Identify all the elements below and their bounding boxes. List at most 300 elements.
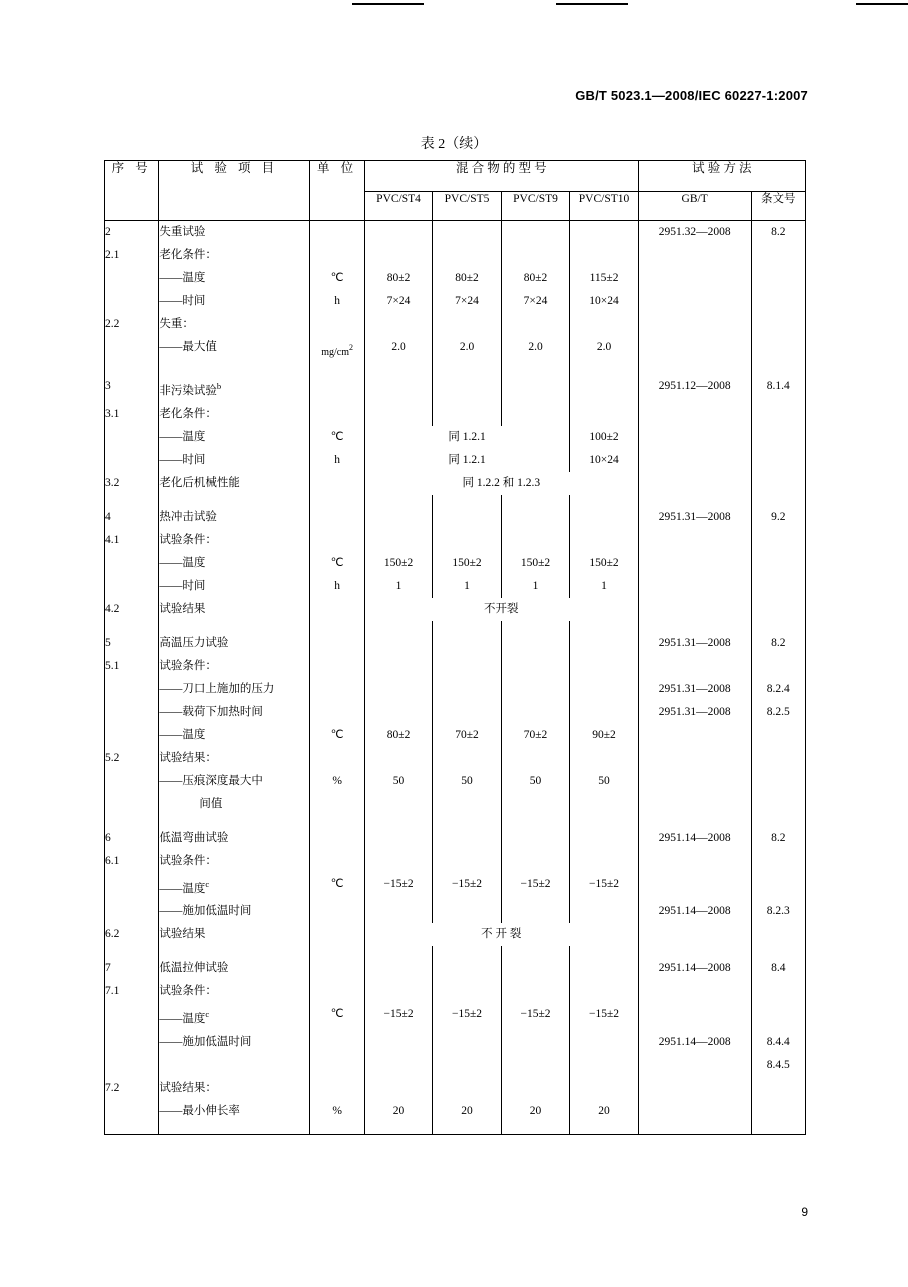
header-compound-4: PVC/ST10: [570, 192, 638, 221]
header-group-method: 试 验 方 法: [638, 161, 805, 192]
cell-test-item: ——施加低温时间: [159, 1031, 310, 1054]
cell-method-clause: [751, 426, 805, 449]
cell-value-2: [433, 980, 501, 1003]
cell-row-number: 6.2: [105, 923, 159, 946]
cell-value-2: 2.0: [433, 336, 501, 364]
spacer-cell: [105, 621, 159, 632]
cell-value-2: 80±2: [433, 267, 501, 290]
cell-value-4: [570, 850, 638, 873]
cell-test-item: ——载荷下加热时间: [159, 701, 310, 724]
cell-unit: [310, 923, 364, 946]
cell-value-2: 20: [433, 1100, 501, 1123]
spacer-cell: [570, 946, 638, 957]
spacer-cell: [364, 816, 432, 827]
cell-unit: [310, 632, 364, 655]
header-compound-2: PVC/ST5: [433, 192, 501, 221]
cell-row-number: [105, 575, 159, 598]
cell-test-item: 间值: [159, 793, 310, 816]
table-row: [105, 1100, 806, 1123]
cell-method-clause: [751, 724, 805, 747]
table-row: [105, 793, 806, 816]
cell-value-1: 80±2: [364, 724, 432, 747]
table-row: [105, 375, 806, 403]
cell-row-number: 5.2: [105, 747, 159, 770]
table-row: [105, 244, 806, 267]
cell-value-4: [570, 506, 638, 529]
cell-value-4: 10×24: [570, 449, 638, 472]
cell-value-1: −15±2: [364, 873, 432, 901]
cell-value-2: [433, 850, 501, 873]
spacer-cell: [638, 621, 751, 632]
cell-value-1: 1: [364, 575, 432, 598]
cell-value-4: [570, 1031, 638, 1054]
cell-value-3: [501, 701, 569, 724]
table-row: [105, 1054, 806, 1077]
table-row: [105, 336, 806, 364]
spacer-cell: [638, 946, 751, 957]
cell-test-item: 非污染试验$^b$: [159, 375, 310, 403]
table-row: [105, 1031, 806, 1054]
cell-value-4: [570, 827, 638, 850]
cell-method-clause: [751, 290, 805, 313]
spacer-cell: [310, 621, 364, 632]
spacer-cell: [751, 495, 805, 506]
cell-method-clause: 9.2: [751, 506, 805, 529]
cell-value-2: [433, 1077, 501, 1100]
table-row: [105, 946, 806, 957]
cell-value-2: [433, 506, 501, 529]
cell-row-number: [105, 1054, 159, 1077]
cell-value-3: [501, 375, 569, 403]
cell-row-number: [105, 701, 159, 724]
cell-row-number: 7: [105, 957, 159, 980]
cell-value-3: [501, 678, 569, 701]
cell-value-4: [570, 655, 638, 678]
cell-unit: [310, 980, 364, 1003]
header-col-no: 序 号: [105, 161, 159, 221]
cell-row-number: 4.1: [105, 529, 159, 552]
cell-method-standard: [638, 449, 751, 472]
cell-test-item: ——刀口上施加的压力: [159, 678, 310, 701]
cell-value-2: [433, 827, 501, 850]
cell-test-item: 试验条件：: [159, 655, 310, 678]
cell-row-number: 4.2: [105, 598, 159, 621]
cell-value-4: [570, 632, 638, 655]
cell-method-clause: [751, 747, 805, 770]
cell-value-1: [364, 1077, 432, 1100]
cell-method-standard: [638, 267, 751, 290]
cell-value-1: −15±2: [364, 1003, 432, 1031]
cell-method-clause: [751, 793, 805, 816]
cell-method-standard: [638, 923, 751, 946]
header-col-unit: 单 位: [310, 161, 364, 221]
table-row: [105, 900, 806, 923]
cell-value-3: [501, 850, 569, 873]
page-header-standard-ref: GB/T 5023.1—2008/IEC 60227-1:2007: [575, 88, 808, 103]
table-row: [105, 747, 806, 770]
cell-method-standard: [638, 575, 751, 598]
cell-value-2: 50: [433, 770, 501, 793]
cell-value-1: [364, 900, 432, 923]
cell-value-3: 1: [501, 575, 569, 598]
cell-unit: ℃: [310, 873, 364, 901]
spacer-cell: [364, 364, 432, 375]
cell-method-standard: [638, 850, 751, 873]
cell-unit: [310, 701, 364, 724]
cell-method-clause: [751, 923, 805, 946]
cell-test-item: 低温拉伸试验: [159, 957, 310, 980]
table-row: [105, 1003, 806, 1031]
cell-method-clause: [751, 449, 805, 472]
cell-test-item: 高温压力试验: [159, 632, 310, 655]
cell-test-item: 试验结果: [159, 923, 310, 946]
cell-value-2: 7×24: [433, 290, 501, 313]
cell-unit: ℃: [310, 426, 364, 449]
spacer-cell: [159, 621, 310, 632]
cell-method-clause: [751, 980, 805, 1003]
cell-unit: [310, 827, 364, 850]
cell-unit: [310, 529, 364, 552]
cell-row-number: [105, 1100, 159, 1123]
table-row: [105, 980, 806, 1003]
cell-method-standard: 2951.14—2008: [638, 1031, 751, 1054]
cell-value-2: [433, 403, 501, 426]
spacer-cell: [105, 495, 159, 506]
cell-row-number: [105, 426, 159, 449]
table-row: [105, 816, 806, 827]
cell-value-3: 80±2: [501, 267, 569, 290]
cell-test-item: 老化条件：: [159, 244, 310, 267]
cell-value-1: 50: [364, 770, 432, 793]
header-method-standard: GB/T: [638, 192, 751, 221]
cell-value-1: [364, 678, 432, 701]
cell-method-clause: [751, 770, 805, 793]
cell-method-standard: 2951.14—2008: [638, 957, 751, 980]
cell-value-2: [433, 313, 501, 336]
spacer-cell: [501, 946, 569, 957]
spacer-cell: [159, 495, 310, 506]
cell-test-item: 试验结果: [159, 598, 310, 621]
cell-row-number: [105, 678, 159, 701]
table-row: [105, 506, 806, 529]
cell-method-clause: 8.4.4: [751, 1031, 805, 1054]
cell-unit: [310, 900, 364, 923]
cell-unit: ℃: [310, 724, 364, 747]
cell-row-number: [105, 290, 159, 313]
cell-value-1: [364, 980, 432, 1003]
cell-value-2: [433, 1031, 501, 1054]
cell-row-number: [105, 770, 159, 793]
cell-value-4: 50: [570, 770, 638, 793]
cell-row-number: [105, 1031, 159, 1054]
spacer-cell: [433, 816, 501, 827]
cell-value-4: [570, 678, 638, 701]
cell-row-number: [105, 873, 159, 901]
table-row: [105, 724, 806, 747]
cell-row-number: [105, 552, 159, 575]
cell-test-item: ——温度: [159, 267, 310, 290]
cell-value-3: [501, 1054, 569, 1077]
header-col-item: 试 验 项 目: [159, 161, 310, 221]
spacer-cell: [364, 1123, 432, 1135]
cell-method-clause: [751, 529, 805, 552]
cell-value-1: [364, 403, 432, 426]
cell-method-standard: [638, 1003, 751, 1031]
cell-unit: h: [310, 575, 364, 598]
cell-method-clause: 8.4.5: [751, 1054, 805, 1077]
cell-value-4: [570, 1077, 638, 1100]
cell-method-clause: [751, 575, 805, 598]
cell-value-3: 150±2: [501, 552, 569, 575]
cell-method-clause: [751, 1003, 805, 1031]
cell-unit: [310, 850, 364, 873]
spacer-cell: [751, 946, 805, 957]
cell-method-standard: [638, 529, 751, 552]
cell-method-standard: [638, 290, 751, 313]
cell-value-3: [501, 900, 569, 923]
cell-value-3: [501, 747, 569, 770]
cell-unit: ℃: [310, 552, 364, 575]
cell-value-3: [501, 506, 569, 529]
spacer-cell: [638, 816, 751, 827]
cell-method-standard: [638, 552, 751, 575]
cell-method-standard: [638, 472, 751, 495]
cell-test-item: ——最小伸长率: [159, 1100, 310, 1123]
table-row: [105, 770, 806, 793]
cell-test-item: ——最大值: [159, 336, 310, 364]
cell-value-1: [364, 506, 432, 529]
cell-value-2: −15±2: [433, 1003, 501, 1031]
table-body: [105, 221, 806, 1135]
spacer-cell: [364, 946, 432, 957]
table-row: [105, 1077, 806, 1100]
cell-value-1: [364, 632, 432, 655]
table-row: [105, 426, 806, 449]
cell-method-standard: [638, 403, 751, 426]
cell-test-item: ——温度: [159, 552, 310, 575]
cell-value-1: [364, 313, 432, 336]
cell-value-3: 7×24: [501, 290, 569, 313]
cell-value-3: 70±2: [501, 724, 569, 747]
cell-value-3: [501, 403, 569, 426]
spacer-cell: [751, 1123, 805, 1135]
spacer-cell: [570, 1123, 638, 1135]
cell-value-2: 70±2: [433, 724, 501, 747]
table-row: [105, 552, 806, 575]
cell-value-4: −15±2: [570, 1003, 638, 1031]
cell-value-3: [501, 1077, 569, 1100]
cell-value-1: 20: [364, 1100, 432, 1123]
header-compound-3: PVC/ST9: [501, 192, 569, 221]
cell-value-4: 2.0: [570, 336, 638, 364]
cell-value-1: 7×24: [364, 290, 432, 313]
cell-value-3: 2.0: [501, 336, 569, 364]
cell-test-item: ——时间: [159, 575, 310, 598]
cell-method-standard: 2951.31—2008: [638, 701, 751, 724]
cell-value-4: −15±2: [570, 873, 638, 901]
cell-row-number: 3.1: [105, 403, 159, 426]
cell-method-standard: [638, 1077, 751, 1100]
cell-value-4: [570, 313, 638, 336]
header-group-compound: 混 合 物 的 型 号: [364, 161, 638, 192]
table-row: [105, 598, 806, 621]
spacer-cell: [501, 816, 569, 827]
cell-value-1: [364, 957, 432, 980]
cell-unit: [310, 1031, 364, 1054]
cell-unit: [310, 313, 364, 336]
cell-value-1: 150±2: [364, 552, 432, 575]
cell-row-number: [105, 793, 159, 816]
cell-row-number: 2.1: [105, 244, 159, 267]
cell-method-standard: 2951.32—2008: [638, 221, 751, 245]
cell-test-item: ——温度: [159, 724, 310, 747]
cell-unit: [310, 747, 364, 770]
cell-method-clause: [751, 403, 805, 426]
table-row: [105, 290, 806, 313]
cell-value-1: 2.0: [364, 336, 432, 364]
cell-method-standard: [638, 873, 751, 901]
cell-row-number: [105, 267, 159, 290]
cell-value-4: [570, 900, 638, 923]
cell-row-number: 2.2: [105, 313, 159, 336]
cell-method-standard: [638, 724, 751, 747]
cell-method-clause: [751, 552, 805, 575]
cell-value-2: [433, 529, 501, 552]
cell-test-item: ——时间: [159, 449, 310, 472]
cell-method-standard: 2951.12—2008: [638, 375, 751, 403]
table-row: [105, 313, 806, 336]
spacer-cell: [310, 364, 364, 375]
cell-method-standard: [638, 655, 751, 678]
cell-value-3: [501, 244, 569, 267]
cell-value-3: 20: [501, 1100, 569, 1123]
spacer-cell: [570, 621, 638, 632]
table-row: [105, 621, 806, 632]
cell-row-number: 7.1: [105, 980, 159, 1003]
cell-value-4: [570, 403, 638, 426]
cell-merged-value: 不开裂: [364, 598, 638, 621]
cell-test-item: 老化条件：: [159, 403, 310, 426]
cell-value-2: [433, 1054, 501, 1077]
cell-method-clause: [751, 1077, 805, 1100]
table-row: [105, 850, 806, 873]
cell-method-clause: 8.2.3: [751, 900, 805, 923]
cell-method-standard: [638, 770, 751, 793]
cell-method-clause: [751, 598, 805, 621]
table-header-row-1: [105, 161, 806, 192]
cell-row-number: 2: [105, 221, 159, 245]
cell-value-2: [433, 375, 501, 403]
table-row: [105, 632, 806, 655]
cell-merged-value: 同 1.2.2 和 1.2.3: [364, 472, 638, 495]
cell-unit: %: [310, 1100, 364, 1123]
cell-method-clause: [751, 336, 805, 364]
spacer-cell: [570, 364, 638, 375]
cell-method-standard: [638, 313, 751, 336]
cell-test-item: 低温弯曲试验: [159, 827, 310, 850]
cell-value-4: [570, 957, 638, 980]
cell-value-1: [364, 375, 432, 403]
table-row: [105, 529, 806, 552]
cell-value-4: 10×24: [570, 290, 638, 313]
spacer-cell: [105, 946, 159, 957]
cell-method-standard: 2951.14—2008: [638, 827, 751, 850]
cell-value-3: [501, 980, 569, 1003]
cell-method-clause: [751, 267, 805, 290]
cell-value-3: [501, 529, 569, 552]
spacer-cell: [638, 1123, 751, 1135]
cell-method-clause: [751, 244, 805, 267]
spacer-cell: [638, 495, 751, 506]
cell-test-item: 热冲击试验: [159, 506, 310, 529]
cell-unit: [310, 221, 364, 245]
cell-test-item: ——压痕深度最大中: [159, 770, 310, 793]
cell-test-item: 失重：: [159, 313, 310, 336]
cell-value-2: −15±2: [433, 873, 501, 901]
table-row: [105, 267, 806, 290]
cell-method-clause: [751, 472, 805, 495]
cell-method-clause: 8.2.4: [751, 678, 805, 701]
cell-method-standard: [638, 1054, 751, 1077]
cell-value-4: 20: [570, 1100, 638, 1123]
table-row: [105, 655, 806, 678]
spacer-cell: [159, 1123, 310, 1135]
cell-unit: [310, 957, 364, 980]
cell-value-1: [364, 244, 432, 267]
cell-test-item: ——施加低温时间: [159, 900, 310, 923]
spacer-cell: [364, 621, 432, 632]
cell-method-clause: [751, 850, 805, 873]
cell-method-standard: 2951.31—2008: [638, 632, 751, 655]
cell-method-standard: [638, 980, 751, 1003]
cell-value-3: [501, 793, 569, 816]
cell-method-standard: [638, 598, 751, 621]
cell-method-standard: [638, 426, 751, 449]
spacer-cell: [751, 364, 805, 375]
cell-value-4: 1: [570, 575, 638, 598]
spacer-cell: [501, 621, 569, 632]
cell-value-4: 100±2: [570, 426, 638, 449]
cell-unit: [310, 375, 364, 403]
header-method-clause: 条文号: [751, 192, 805, 221]
spacer-cell: [433, 946, 501, 957]
cell-unit: [310, 506, 364, 529]
table-row: [105, 701, 806, 724]
cell-method-standard: [638, 793, 751, 816]
spacer-cell: [501, 495, 569, 506]
cell-value-1: [364, 793, 432, 816]
cell-value-1: [364, 850, 432, 873]
cell-value-2: 1: [433, 575, 501, 598]
page-number: 9: [801, 1205, 808, 1219]
cell-test-item: ——温度$^c$: [159, 1003, 310, 1031]
table-row: [105, 827, 806, 850]
cell-unit: [310, 598, 364, 621]
spacer-cell: [433, 364, 501, 375]
cell-row-number: [105, 900, 159, 923]
table-row: [105, 923, 806, 946]
cell-value-3: [501, 632, 569, 655]
table-head: [105, 161, 806, 221]
cell-row-number: [105, 1003, 159, 1031]
cell-row-number: [105, 336, 159, 364]
cell-value-2: [433, 678, 501, 701]
cell-method-clause: [751, 655, 805, 678]
spacer-cell: [310, 946, 364, 957]
cell-method-clause: 8.2: [751, 632, 805, 655]
cell-value-4: 150±2: [570, 552, 638, 575]
spacer-cell: [105, 364, 159, 375]
